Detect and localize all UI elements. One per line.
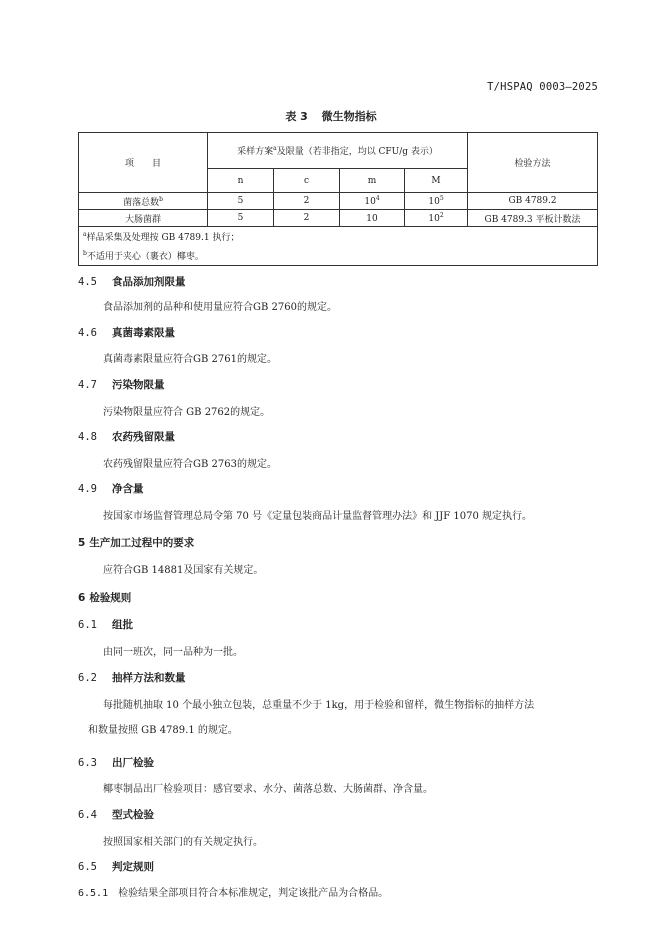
section-number: 4.9	[78, 483, 97, 495]
section-title: 净含量	[112, 483, 144, 495]
section-6-5-1	[78, 884, 388, 899]
table-caption	[0, 108, 662, 124]
header-sampling-plan-post: 及限量（若非指定，均以 CFU/g 表示）	[276, 147, 438, 157]
section-5-heading	[78, 535, 194, 550]
cell-c: 2	[274, 210, 340, 227]
cell-m-base: 10	[366, 214, 378, 224]
section-6-4-heading	[78, 807, 154, 822]
section-number: 4.8	[78, 431, 97, 443]
section-4-8-text: 农药残留限量应符合GB 2763的规定。	[103, 459, 277, 470]
note-b-sup: b	[83, 250, 87, 257]
cell-item	[79, 210, 208, 227]
section-number: 6.1	[78, 619, 97, 631]
section-title: 出厂检验	[112, 757, 154, 769]
cell-item-text: 菌落总数	[123, 197, 160, 208]
header-method: 检验方法	[468, 133, 598, 193]
table-caption-number: 表 3	[285, 110, 308, 123]
section-4-7-text: 污染物限量应符合 GB 2762的规定。	[103, 407, 271, 418]
cell-m-base: 10	[364, 197, 376, 207]
section-number: 6.2	[78, 672, 97, 684]
section-number: 4.5	[78, 276, 97, 288]
section-6-2-text-line2: 和数量按照 GB 4789.1 的规定。	[88, 725, 238, 736]
section-title: 组批	[112, 619, 133, 631]
section-number: 6.5	[78, 861, 97, 873]
header-sampling-plan	[208, 133, 468, 169]
cell-c: 2	[274, 193, 340, 210]
section-6-1-heading	[78, 617, 133, 632]
section-title: 真菌毒素限量	[112, 327, 175, 339]
subheader-M: M	[405, 169, 468, 193]
cell-n: 5	[208, 193, 274, 210]
section-6-5-1-text: 检验结果全部项目符合本标准规定，判定该批产品为合格品。	[118, 888, 389, 899]
note-a	[83, 227, 597, 246]
cell-M	[405, 193, 468, 210]
section-5-text: 应符合GB 14881及国家有关规定。	[103, 565, 264, 576]
section-6-1-text: 由同一班次，同一品种为一批。	[103, 647, 243, 658]
section-title: 判定规则	[112, 861, 154, 873]
note-a-sup: a	[83, 231, 87, 238]
section-title: 抽样方法和数量	[112, 672, 186, 684]
subheader-m: m	[340, 169, 405, 193]
subheader-n: n	[208, 169, 274, 193]
table-row	[79, 210, 598, 227]
header-item: 项 目	[79, 133, 208, 193]
section-number: 6.5.1	[78, 888, 109, 899]
table-row	[79, 193, 598, 210]
cell-M	[405, 210, 468, 227]
cell-M-base: 10	[428, 214, 440, 224]
section-title: 食品添加剂限量	[112, 276, 186, 288]
section-4-5-text: 食品添加剂的品种和使用量应符合GB 2760的规定。	[103, 302, 337, 313]
section-title: 农药残留限量	[112, 431, 175, 443]
note-a-text: 样品采集及处理按 GB 4789.1 执行；	[86, 233, 240, 243]
section-number: 6.4	[78, 809, 97, 821]
cell-M-base: 10	[428, 197, 440, 207]
section-title: 污染物限量	[112, 379, 165, 391]
cell-M-exp: 5	[439, 195, 444, 202]
section-title: 型式检验	[112, 809, 154, 821]
section-6-4-text: 按照国家相关部门的有关规定执行。	[103, 837, 263, 848]
section-4-9-heading	[78, 481, 144, 496]
section-6-2-heading	[78, 670, 186, 685]
table-notes-row	[79, 227, 598, 266]
section-title: 生产加工过程中的要求	[89, 537, 195, 549]
section-4-6-text: 真菌毒素限量应符合GB 2761的规定。	[103, 354, 277, 365]
section-title: 检验规则	[89, 592, 132, 604]
section-number: 6	[78, 592, 86, 604]
table-notes	[79, 227, 598, 266]
cell-M-exp: 2	[439, 212, 444, 219]
cell-m	[340, 210, 405, 227]
cell-n: 5	[208, 210, 274, 227]
cell-m	[340, 193, 405, 210]
section-6-2-text-line1: 每批随机抽取 10 个最小独立包装，总重量不少于 1kg，用于检验和留样，微生物指标的抽样方法	[103, 700, 535, 711]
header-sampling-plan-pre: 采样方案	[237, 147, 274, 157]
note-b	[83, 246, 597, 265]
cell-item-sup: b	[159, 195, 163, 203]
section-4-6-heading	[78, 325, 175, 340]
section-4-9-text: 按国家市场监督管理总局令第 70 号《定量包装商品计量监督管理办法》和 JJF 1070 规定执行。	[103, 511, 533, 522]
cell-method: GB 4789.2	[468, 193, 598, 210]
table-caption-title: 微生物指标	[321, 110, 377, 123]
section-6-3-text: 椰枣制品出厂检验项目：感官要求、水分、菌落总数、大肠菌群、净含量。	[103, 784, 433, 795]
cell-method: GB 4789.3 平板计数法	[468, 210, 598, 227]
cell-item	[79, 193, 208, 210]
microbiology-table	[78, 132, 598, 266]
cell-m-exp: 4	[375, 195, 380, 202]
subheader-c: c	[274, 169, 340, 193]
note-b-text: 不适用于夹心（裹衣）椰枣。	[86, 252, 204, 262]
section-number: 4.6	[78, 327, 97, 339]
table-header-row	[79, 133, 598, 169]
header-sampling-plan-sup: a	[273, 145, 277, 152]
section-6-heading	[78, 590, 131, 605]
section-6-5-heading	[78, 859, 154, 874]
document-code: T/HSPAQ 0003—2025	[487, 81, 598, 93]
section-number: 6.3	[78, 757, 97, 769]
section-4-5-heading	[78, 274, 186, 289]
section-4-8-heading	[78, 429, 175, 444]
section-number: 4.7	[78, 379, 97, 391]
section-number: 5	[78, 537, 86, 549]
section-6-3-heading	[78, 755, 154, 770]
cell-item-text: 大肠菌群	[124, 214, 161, 225]
section-4-7-heading	[78, 377, 165, 392]
